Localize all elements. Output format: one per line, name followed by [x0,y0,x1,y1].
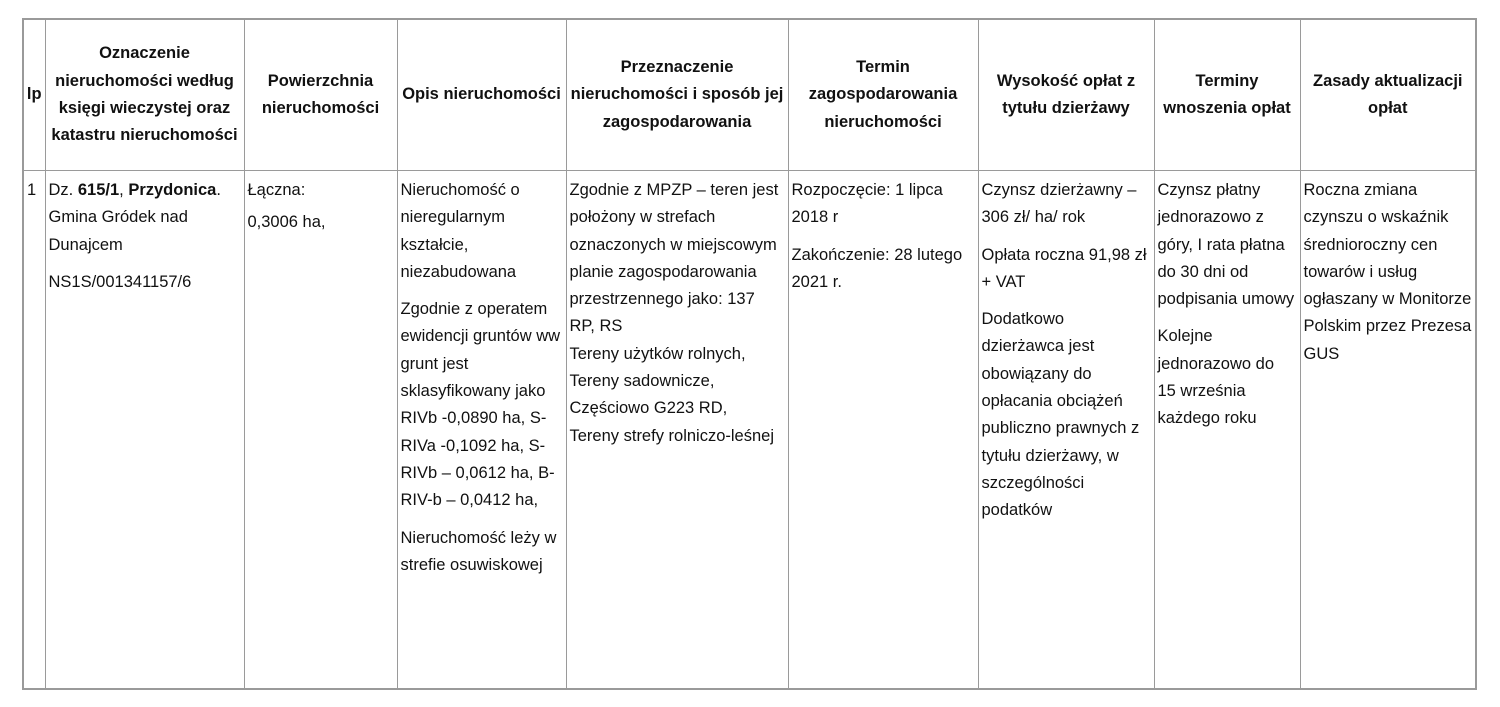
property-lease-table [22,18,1477,690]
area-value: 0,3006 ha, [247,213,326,232]
parcel-line [49,177,241,259]
payment-next: Kolejne jednorazowo do 15 września każdego roku [1157,327,1274,428]
additional-charges: Dodatkowo dzierżawca jest obowiązany do opłacania obciążeń publiczno prawnych z tytułu dzierżawy, w szczególności podatków [981,310,1140,520]
header-oznaczenie: Oznaczenie nieruchomości według księgi wieczystej oraz katastru nieruchomości [45,19,244,171]
cell-przeznaczenie [566,171,788,690]
header-lp: lp [23,19,45,171]
description-shape: Nieruchomość o nieregularnym kształcie, niezabudowana [400,181,520,281]
cell-wysokosc [978,171,1154,690]
parcel-number: 615/1 [77,181,120,199]
parcel-dot: . [216,181,221,199]
description-landslide: Nieruchomość leży w strefie osuwiskowej [400,528,557,574]
parcel-separator: , [119,181,124,199]
zoning-intro: Zgodnie z MPZP – teren jest położony w strefach oznaczonych w miejscowym planie zagospodarowania przestrzennego jako: 137 RP, RS [569,181,779,336]
header-zasady: Zasady aktualizacji opłat [1300,19,1476,171]
table-row [23,171,1476,690]
term-start: Rozpoczęcie: 1 lipca 2018 r [791,181,943,227]
header-termin: Termin zagospodarowania nieruchomości [788,19,978,171]
cell-zasady [1300,171,1476,690]
header-powierzchnia: Powierzchnia nieruchomości [244,19,397,171]
zoning-line: Tereny sadownicze, [569,372,715,391]
parcel-gmina: Gmina Gródek nad Dunajcem [48,208,188,254]
cell-opis [397,171,566,690]
parcel-prefix: Dz. [48,181,74,199]
cell-powierzchnia [244,171,397,690]
update-rules: Roczna zmiana czynszu o wskaźnik średnioroczny cen towarów i usług ogłaszany w Monitorze Polskim przez Prezesa GUS [1303,181,1472,363]
header-row [23,19,1476,171]
term-end: Zakończenie: 28 lutego 2021 r. [791,245,963,291]
header-przeznaczenie: Przeznaczenie nieruchomości i sposób jej zagospodarowania [566,19,788,171]
header-wysokosc: Wysokość opłat z tytułu dzierżawy [978,19,1154,171]
row-number: 1 [27,181,37,199]
payment-first: Czynsz płatny jednorazowo z góry, I rata płatna do 30 dni od podpisania umowy [1157,181,1295,309]
description-classification: Zgodnie z operatem ewidencji gruntów ww grunt jest sklasyfikowany jako RIVb -0,0890 ha, S-RIVa -0,1092 ha, S-RIVb – 0,0612 ha, B-RIV-b – 0,0412 ha, [400,300,561,510]
cell-oznaczenie [45,171,244,690]
zoning-line: Tereny strefy rolniczo-leśnej [569,426,774,445]
area-label: Łączna: [247,181,306,199]
parcel-place: Przydonica [128,181,217,199]
cell-terminy [1154,171,1300,690]
cell-lp [23,171,45,690]
header-opis: Opis nieruchomości [397,19,566,171]
rent-rate: Czynsz dzierżawny – 306 zł/ ha/ rok [981,181,1137,227]
cell-termin [788,171,978,690]
zoning-line: Tereny użytków rolnych, [569,344,746,363]
zoning-line: Częściowo G223 RD, [569,399,728,418]
annual-fee: Opłata roczna 91,98 zł + VAT [981,245,1147,291]
header-terminy: Terminy wnoszenia opłat [1154,19,1300,171]
land-register-number: NS1S/001341157/6 [48,272,192,291]
